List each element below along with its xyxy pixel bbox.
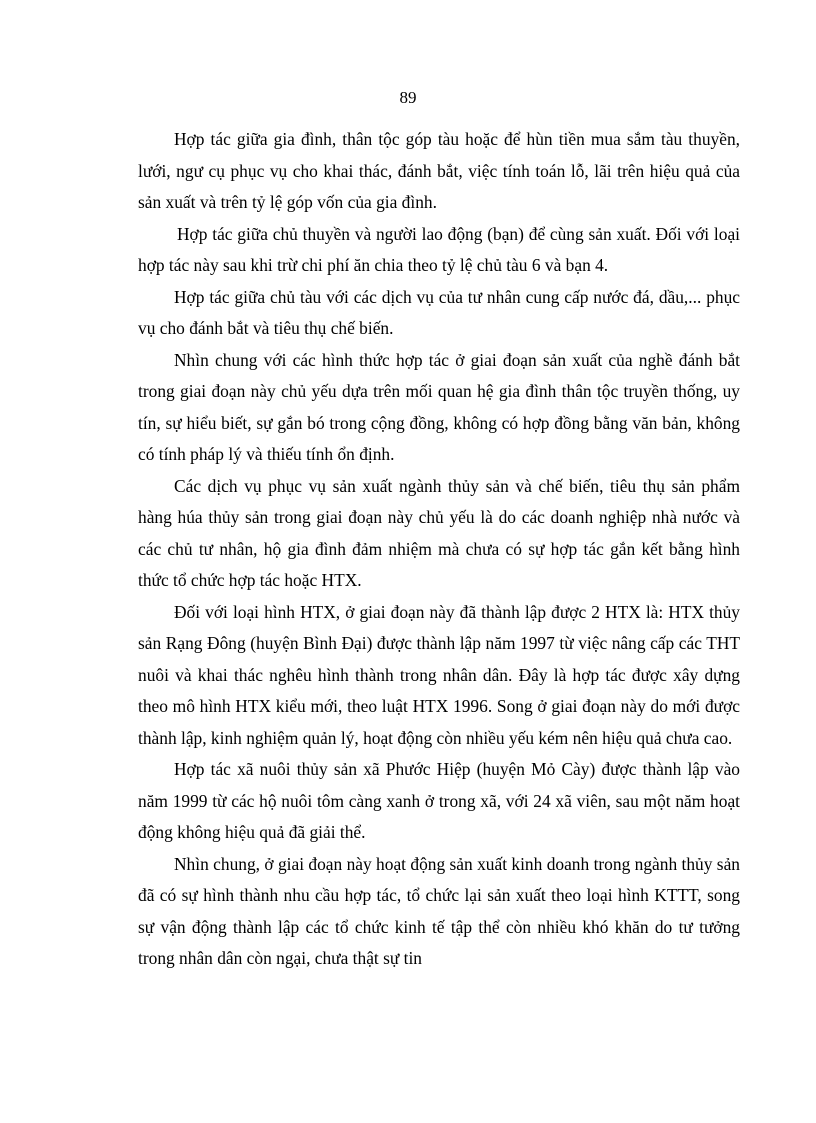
paragraph-owner-worker-cooperation: Hợp tác giữa chủ thuyền và người lao động (bạn) để cùng sản xuất. Đối với loại hợp tác này sau khi trừ chi phí ăn chia theo tỷ lệ chủ tàu 6 và bạn 4. — [138, 223, 740, 275]
paragraph-general-assessment: Nhìn chung với các hình thức hợp tác ở giai đoạn sản xuất của nghề đánh bắt trong giai đoạn này chủ yếu dựa trên mối quan hệ gia đình thân tộc truyền thống, uy tín, sự hiểu biết, sự gắn bó trong cộng đồng, không có hợp đồng bằng văn bản, không có tính pháp lý và thiếu tính ổn định. — [138, 349, 740, 464]
paragraph-production-services: Các dịch vụ phục vụ sản xuất ngành thủy sản và chế biến, tiêu thụ sản phẩm hàng húa thủy sản trong giai đoạn này chủ yếu là do các doanh nghiệp nhà nước và các chủ tư nhân, hộ gia đình đảm nhiệm mà chưa có sự hợp tác gắn kết bằng hình thức tổ chức hợp tác hoặc HTX. — [138, 475, 740, 590]
paragraph-family-cooperation: Hợp tác giữa gia đình, thân tộc góp tàu hoặc để hùn tiền mua sắm tàu thuyền, lưới, ngư cụ phục vụ cho khai thác, đánh bắt, việc tính toán lỗ, lãi trên hiệu quả của sản xuất và trên tỷ lệ góp vốn của gia đình. — [138, 129, 740, 212]
document-body — [138, 124, 740, 975]
paragraph-private-services-cooperation: Hợp tác giữa chủ tàu với các dịch vụ của tư nhân cung cấp nước đá, dầu,... phục vụ cho đánh bắt và tiêu thụ chế biến. — [138, 286, 740, 338]
paragraph-phuoc-hiep-cooperative: Hợp tác xã nuôi thủy sản xã Phước Hiệp (huyện Mỏ Cày) được thành lập vào năm 1999 từ các hộ nuôi tôm càng xanh ở trong xã, với 24 xã viên, sau một năm hoạt động không hiệu quả đã giải thể. — [138, 759, 740, 842]
paragraph-cooperative-types: Đối với loại hình HTX, ở giai đoạn này đã thành lập được 2 HTX là: HTX thủy sản Rạng Đông (huyện Bình Đại) được thành lập năm 1997 từ việc nâng cấp các THT nuôi và khai thác nghêu hình thành trong nhân dân. Đây là hợp tác được xây dựng theo mô hình HTX kiểu mới, theo luật HTX 1996. Song ở giai đoạn này do mới được thành lập, kinh nghiệm quản lý, hoạt động còn nhiều yếu kém nên hiệu quả chưa cao. — [138, 601, 740, 748]
page-number: 89 — [399, 88, 417, 107]
paragraph-conclusion: Nhìn chung, ở giai đoạn này hoạt động sản xuất kinh doanh trong ngành thủy sản đã có sự hình thành nhu cầu hợp tác, tổ chức lại sản xuất theo loại hình KTTT, song sự vận động thành lập các tổ chức kinh tế tập thể còn nhiều khó khăn do tư tưởng trong nhân dân còn ngại, chưa thật sự tin — [138, 853, 740, 968]
